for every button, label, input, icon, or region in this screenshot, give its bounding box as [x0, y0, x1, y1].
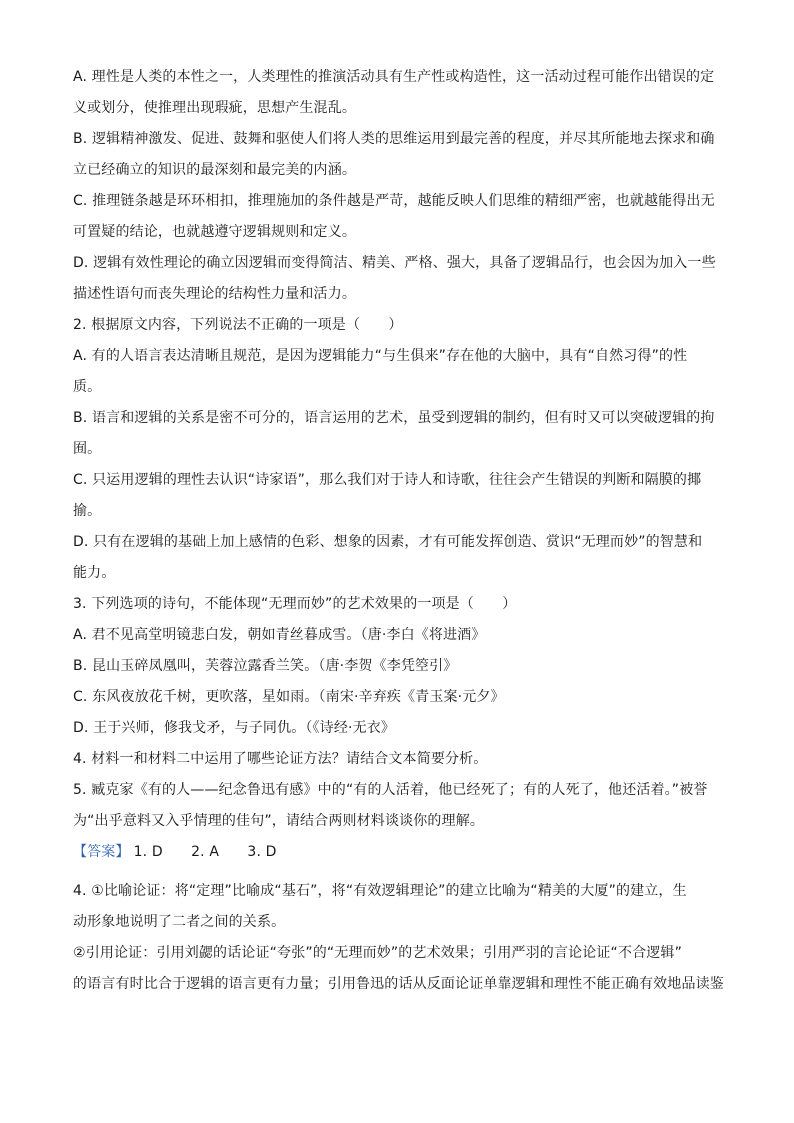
- text-line: 能力。: [73, 565, 116, 581]
- text-line: B. 语言和逻辑的关系是密不可分的，语言运用的艺术，虽受到逻辑的制约，但有时又可以突破逻辑的拘: [73, 410, 715, 426]
- text-line: 立已经确立的知识的最深刻和最完美的内涵。: [73, 162, 356, 178]
- text-line: D. 王于兴师，修我戈矛，与子同仇。（《诗经·无衣》: [73, 720, 396, 736]
- text-line: B. 逻辑精神激发、促进、鼓舞和驱使人们将人类的思维运用到最完善的程度，并尽其所能地去探求和确: [73, 131, 715, 147]
- answer-tag: 【答案】: [73, 844, 130, 860]
- answer-text: 1. D 2. A 3. D: [133, 844, 277, 860]
- text-line: C. 推理链条越是环环相扣，推理施加的条件越是严苛，越能反映人们思维的精细严密，也就越能得出无: [73, 193, 715, 209]
- text-line: 为“出乎意料又入乎情理的佳句”，请结合两则材料谈谈你的理解。: [73, 813, 485, 829]
- text-line: C. 东风夜放花千树，更吹落，星如雨。（南宋·辛弃疾《青玉案·元夕》: [73, 689, 505, 705]
- analysis-line: 动形象地说明了二者之间的关系。: [73, 914, 286, 930]
- analysis-line: 的语言有时比合于逻辑的语言更有力量；引用鲁迅的话从反面论证单靠逻辑和理性不能正确有效地品读鉴: [73, 976, 724, 992]
- text-line: D. 逻辑有效性理论的确立因逻辑而变得简洁、精美、严格、强大，具备了逻辑品行，也会因为加入一些: [73, 255, 716, 271]
- text-line: A. 有的人语言表达清晰且规范，是因为逻辑能力“与生俱来”存在他的大脑中，具有“自然习得”的性: [73, 348, 688, 364]
- text-line: C. 只运用逻辑的理性去认识“诗家语”，那么我们对于诗人和诗歌，往往会产生错误的判断和隔膜的揶: [73, 472, 702, 488]
- document-page: [73, 66, 723, 1004]
- analysis-line: ②引用论证：引用刘勰的话论证“夸张”的“无理而妙”的艺术效果；引用严羽的言论论证“不合逻辑”: [73, 945, 682, 961]
- text-line: 描述性语句而丧失理论的结构性力量和活力。: [73, 286, 356, 302]
- text-line: 义或划分，使推理出现瑕疵，思想产生混乱。: [73, 100, 356, 116]
- text-line: 可置疑的结论，也就越遵守逻辑规则和定义。: [73, 224, 356, 240]
- text-line: 质。: [73, 379, 102, 395]
- answer-line: [73, 841, 723, 876]
- analysis-line: 4. ①比喻论证：将“定理”比喻成“基石”，将“有效逻辑理论”的建立比喻为“精美的大厦”的建立，生: [73, 883, 687, 899]
- text-line: A. 君不见高堂明镜悲白发，朝如青丝暮成雪。（唐·李白《将进酒》: [73, 627, 486, 643]
- question-4: 4. 材料一和材料二中运用了哪些论证方法？请结合文本简要分析。: [73, 751, 488, 767]
- question-5: 5. 臧克家《有的人——纪念鲁迅有感》中的“有的人活着，他已经死了；有的人死了，他还活着。”被誉: [73, 782, 708, 798]
- text-line: D. 只有在逻辑的基础上加上感情的色彩、想象的因素，才有可能发挥创造、赏识“无理而妙”的智慧和: [73, 534, 703, 550]
- text-line: A. 理性是人类的本性之一，人类理性的推演活动具有生产性或构造性，这一活动过程可能作出错误的定: [73, 69, 715, 85]
- question-3: 3. 下列选项的诗句，不能体现“无理而妙”的艺术效果的一项是（ ）: [73, 596, 517, 612]
- text-line: B. 昆山玉碎凤凰叫，芙蓉泣露香兰笑。（唐·李贺《李凭箜引》: [73, 658, 458, 674]
- text-line: 揄。: [73, 503, 102, 519]
- text-line: 囿。: [73, 441, 102, 457]
- question-2: 2. 根据原文内容，下列说法不正确的一项是（ ）: [73, 317, 403, 333]
